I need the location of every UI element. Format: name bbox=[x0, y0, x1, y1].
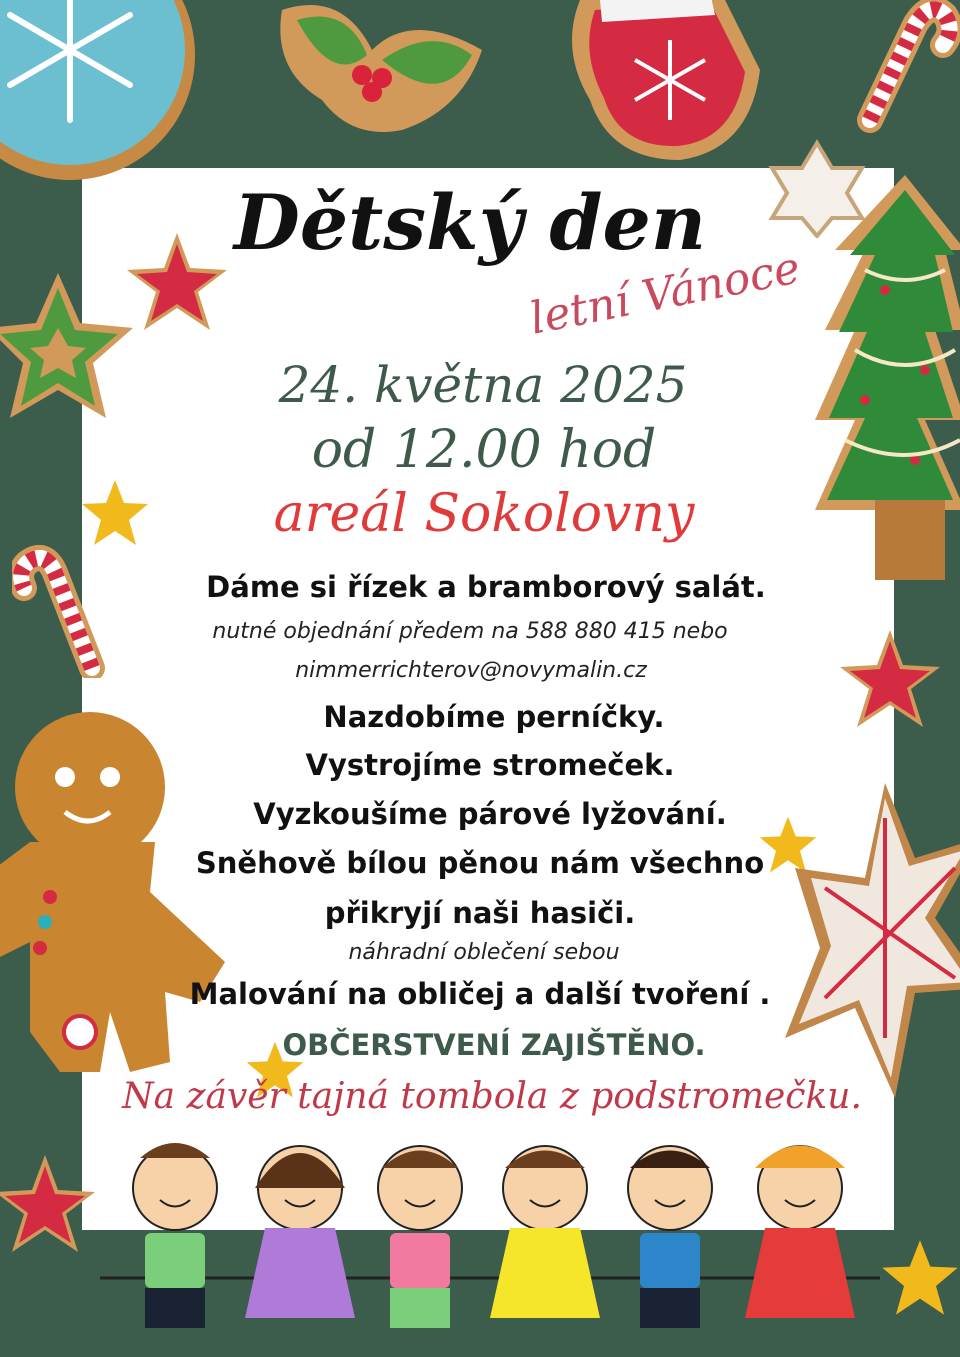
poster-subtitle: letní Vánoce bbox=[525, 242, 805, 345]
gold-star-icon bbox=[880, 1228, 960, 1328]
activity-2: Vystrojíme stromeček. bbox=[305, 748, 675, 782]
event-date: 24. května 2025 bbox=[278, 356, 688, 414]
refreshments-line: OBČERSTVENÍ ZAJIŠTĚNO. bbox=[282, 1028, 706, 1062]
children-holding-hands-icon bbox=[100, 1118, 880, 1357]
activity-5: Malování na obličej a další tvoření . bbox=[189, 977, 771, 1011]
star-cookie-icon bbox=[0, 1150, 100, 1260]
clothes-note: náhradní oblečení sebou bbox=[348, 940, 620, 965]
email-line: nimmerrichterov@novymalin.cz bbox=[295, 658, 647, 683]
candy-cane-icon bbox=[845, 0, 960, 135]
candy-cane-icon bbox=[12, 538, 112, 678]
food-line: Dáme si řízek a bramborový salát. bbox=[206, 570, 766, 604]
order-note: nutné objednání předem na 588 880 415 nebo bbox=[212, 619, 728, 644]
raffle-line: Na závěr tajná tombola z podstromečku. bbox=[122, 1076, 862, 1117]
activity-1: Nazdobíme perníčky. bbox=[323, 700, 665, 734]
event-time: od 12.00 hod bbox=[311, 420, 657, 480]
poster-title: Dětský den bbox=[233, 178, 707, 267]
activity-4b: přikryjí naši hasiči. bbox=[324, 896, 636, 930]
activity-3: Vyzkoušíme párové lyžování. bbox=[253, 797, 727, 831]
holly-cookie-icon bbox=[262, 0, 502, 140]
activity-4a: Sněhově bílou pěnou nám všechno bbox=[195, 846, 765, 880]
event-venue: areál Sokolovny bbox=[273, 484, 695, 544]
mitten-cookie-icon bbox=[540, 0, 780, 170]
